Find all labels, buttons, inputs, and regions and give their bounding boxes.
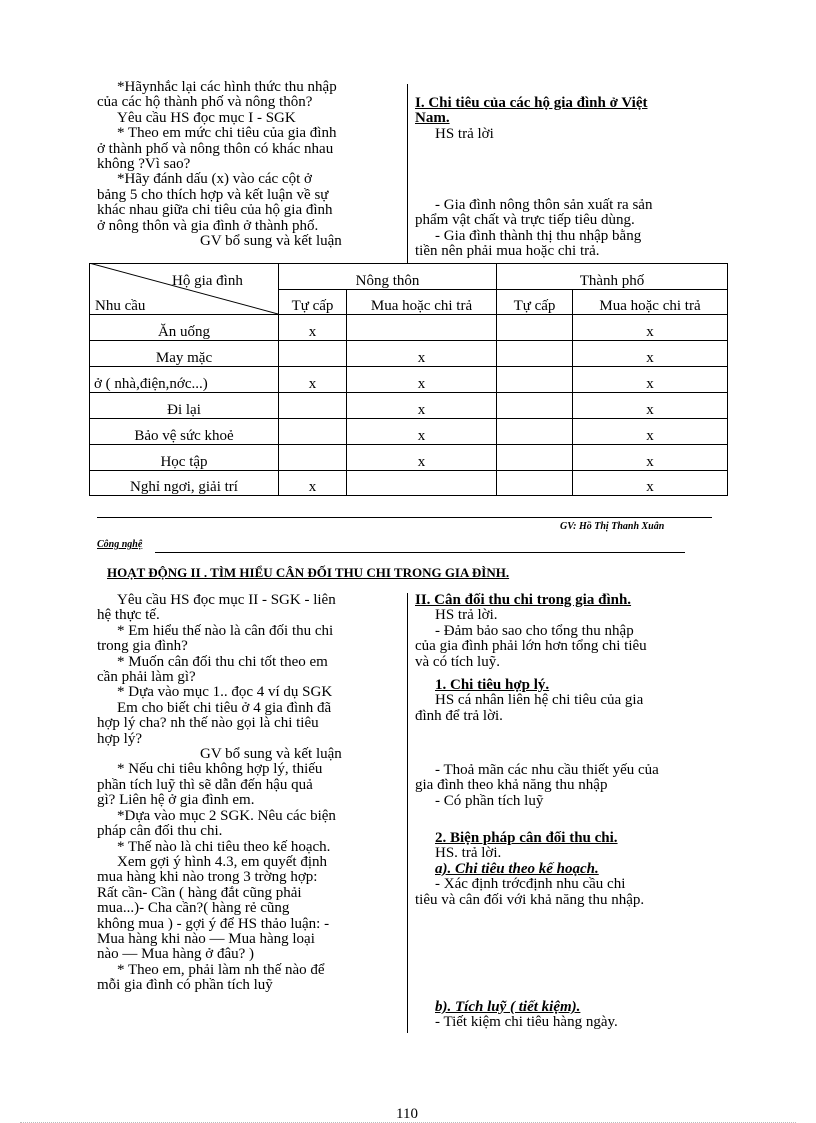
s2-left-line: pháp cân đối thu chi. — [97, 823, 223, 840]
cell — [497, 471, 573, 496]
section1-right — [415, 96, 720, 142]
diag-bottom-label: Nhu cầu — [95, 298, 146, 314]
s2-answer2: HS. trả lời. — [435, 845, 502, 862]
cell — [497, 367, 573, 393]
section1-left — [97, 80, 402, 249]
s1-left-line: ở nông thôn và gia đình ở thành phố. — [97, 217, 319, 234]
s2-sub1: 1. Chi tiêu hợp lý. — [435, 677, 550, 693]
cell — [279, 341, 347, 367]
s2-left-line: * Em hiểu thế nào là cân đối thu chi — [117, 622, 334, 639]
s2-left-line: Em cho biết chi tiêu ở 4 gia đình đã — [117, 699, 332, 716]
sub-self-urban: Tự cấp — [497, 290, 573, 315]
s1-left-line: GV bổ sung và kết luận — [200, 233, 342, 250]
s2-left-line: * Nếu chi tiêu không hợp lý, thiếu — [117, 761, 323, 778]
s2-heading: II. Cân đối thu chi trong gia đình. — [415, 592, 632, 608]
cell: x — [573, 445, 728, 471]
cell — [497, 419, 573, 445]
s2-left-line: phần tích luỹ thì sẽ dẫn đến hậu quả — [97, 776, 313, 793]
cell — [497, 315, 573, 341]
s2-left-line: nào — Mua hàng ở đâu? ) — [97, 946, 255, 963]
s1-left-line: của các hộ thành phố và nông thôn? — [97, 94, 313, 111]
cell — [497, 393, 573, 419]
cell — [497, 445, 573, 471]
s1-left-line: bảng 5 cho thích hợp và kết luận về sự — [97, 186, 329, 203]
row-label: ở ( nhà,điện,nớc...) — [90, 367, 279, 393]
s1-heading-cont: Nam. — [415, 110, 450, 127]
row-label: Đi lại — [90, 393, 279, 419]
subject-label: Công nghệ — [97, 539, 143, 550]
s2-left-line: mua hàng khi nào trong 3 trờng hợp: — [97, 869, 318, 886]
s2-left-line: * Theo em, phải làm nh thế nào để — [117, 961, 325, 978]
cell: x — [347, 367, 497, 393]
header-rule — [155, 552, 685, 553]
s2-right-line: - Thoả mãn các nhu cầu thiết yếu của — [435, 762, 659, 778]
sub-self-rural: Tự cấp — [279, 290, 347, 315]
s2-right-line: và có tích luỹ. — [415, 653, 500, 670]
s2-left-line: hợp lý? — [97, 730, 143, 747]
cell — [347, 315, 497, 341]
s2-divider — [407, 593, 408, 1033]
section2-right-b — [415, 678, 720, 724]
table-row — [90, 471, 728, 496]
section2-right-e — [415, 1000, 720, 1031]
s1-left-line: *Hãy đánh dấu (x) vào các cột ở — [117, 171, 312, 188]
cell — [279, 419, 347, 445]
sub-buy-rural: Mua hoặc chi trả — [347, 290, 497, 315]
s2-left-line: * Muốn cân đối thu chi tốt theo em — [117, 653, 328, 670]
cell: x — [347, 445, 497, 471]
s1-answer: HS trả lời — [435, 125, 494, 142]
s2-sub2b: b). Tích luỹ ( tiết kiệm). — [435, 999, 581, 1015]
cell — [497, 341, 573, 367]
s1-left-line: khác nhau giữa chi tiêu của hộ gia đình — [97, 202, 333, 219]
table-row — [90, 419, 728, 445]
s2-right-line: - Có phần tích luỹ — [435, 792, 544, 809]
section1-right-bottom — [415, 198, 720, 260]
s2-answer1: HS trả lời. — [435, 607, 498, 624]
row-label: Ăn uống — [90, 315, 279, 341]
s2-left-line: mua...)- Cha cần?( hàng rẻ cũng — [97, 900, 290, 917]
cell: x — [279, 367, 347, 393]
table-row — [90, 341, 728, 367]
cell — [279, 393, 347, 419]
cell: x — [573, 315, 728, 341]
s2-left-line: Xem gợi ý hình 4.3, em quyết định — [117, 853, 327, 870]
s1-right-line: - Gia đình thành thị thu nhập bằng — [435, 227, 642, 244]
section2-right-d — [415, 831, 720, 908]
row-label: Bảo vệ sức khoẻ — [90, 419, 279, 445]
cell: x — [347, 419, 497, 445]
s1-left-line: ở thành phố và nông thôn có khác nhau — [97, 140, 334, 157]
s1-heading: I. Chi tiêu của các hộ gia đình ở Việt — [415, 95, 648, 111]
cell: x — [279, 315, 347, 341]
s2-left-line: * Thế nào là chi tiêu theo kế hoạch. — [117, 838, 331, 855]
s2-sub2: 2. Biện pháp cân đối thu chi. — [435, 830, 618, 846]
s1-divider — [407, 84, 408, 264]
cell — [279, 445, 347, 471]
cell: x — [347, 393, 497, 419]
s2-right-line: HS cá nhân liên hệ chi tiêu của gia — [435, 692, 644, 709]
s2-right-line: tiêu và cân đối với khả năng thu nhập. — [415, 891, 645, 908]
row-label: May mặc — [90, 341, 279, 367]
s2-right-line: đình để trả lời. — [415, 707, 503, 724]
sub-buy-urban: Mua hoặc chi trả — [573, 290, 728, 315]
s2-right-line: của gia đình phải lớn hơn tổng chi tiêu — [415, 638, 647, 655]
cell: x — [573, 419, 728, 445]
cell: x — [347, 341, 497, 367]
section2-right — [415, 593, 720, 670]
s2-left-line: gì? Liên hệ ở gia đình em. — [97, 792, 255, 809]
s2-left-line: GV bổ sung và kết luận — [200, 746, 342, 763]
cell — [347, 471, 497, 496]
s1-left-line: Yêu cầu HS đọc mục I - SGK — [117, 109, 296, 126]
activity-title: HOẠT ĐỘNG II . TÌM HIỂU CÂN ĐỐI THU CHI TRONG GIA ĐÌNH. — [107, 565, 510, 580]
page-number: 110 — [396, 1106, 418, 1122]
s2-left-line: mỗi gia đình có phần tích luỹ — [97, 977, 273, 994]
cell: x — [573, 367, 728, 393]
s2-left-line: Yêu cầu HS đọc mục II - SGK - liên — [117, 592, 336, 608]
s1-left-line: không ?Vì sao? — [97, 156, 191, 173]
s2-left-line: * Dựa vào mục 1.. đọc 4 ví dụ SGK — [117, 684, 333, 701]
s2-left-line: cần phải làm gì? — [97, 669, 196, 686]
s2-right-line: - Xác định trớcđịnh nhu cầu chi — [435, 876, 626, 893]
s2-left-line: Rất cần- Cần ( hàng đắt cũng phải — [97, 884, 302, 901]
group-rural: Nông thôn — [279, 264, 497, 290]
s2-right-line: - Tiết kiệm chi tiêu hàng ngày. — [435, 1014, 618, 1031]
cell: x — [573, 341, 728, 367]
cell: x — [279, 471, 347, 496]
s1-right-line: tiền nên phải mua hoặc chi trả. — [415, 243, 600, 260]
s2-right-line: gia đình theo khả năng thu nhập — [415, 777, 608, 794]
s2-right-line: - Đảm bảo sao cho tổng thu nhập — [435, 622, 634, 639]
s2-left-line: hợp lý cha? nh thế nào gọi là chi tiêu — [97, 715, 319, 732]
s1-left-line: *Hãynhắc lại các hình thức thu nhập — [117, 79, 337, 95]
s2-left-line: không mua ) - gợi ý để HS thảo luận: - — [97, 915, 330, 932]
s1-left-line: * Theo em mức chi tiêu của gia đình — [117, 125, 337, 142]
table-row — [90, 445, 728, 471]
cell: x — [573, 393, 728, 419]
table-row — [90, 367, 728, 393]
author-label: GV: Hồ Thị Thanh Xuân — [560, 521, 665, 532]
s2-left-line: hệ thực tế. — [97, 607, 160, 624]
s2-left-line: *Dựa vào mục 2 SGK. Nêu các biện — [117, 807, 336, 824]
table-row — [90, 393, 728, 419]
footer-rule — [97, 517, 712, 518]
s2-left-line: Mua hàng khi nào — Mua hàng loại — [97, 930, 315, 947]
cell: x — [573, 471, 728, 496]
s2-left-line: trong gia đình? — [97, 638, 188, 655]
table-row — [90, 315, 728, 341]
diag-top-label: Hộ gia đình — [172, 273, 243, 289]
row-label: Học tập — [90, 445, 279, 471]
section2-right-c — [415, 763, 720, 809]
s2-sub2a: a). Chi tiêu theo kế hoạch. — [435, 860, 599, 877]
row-label: Nghỉ ngơi, giải trí — [90, 471, 279, 496]
section2-left — [97, 593, 402, 994]
s1-right-line: - Gia đình nông thôn sản xuất ra sản — [435, 197, 653, 213]
group-urban: Thành phố — [497, 264, 728, 290]
s1-right-line: phẩm vật chất và trực tiếp tiêu dùng. — [415, 212, 635, 229]
